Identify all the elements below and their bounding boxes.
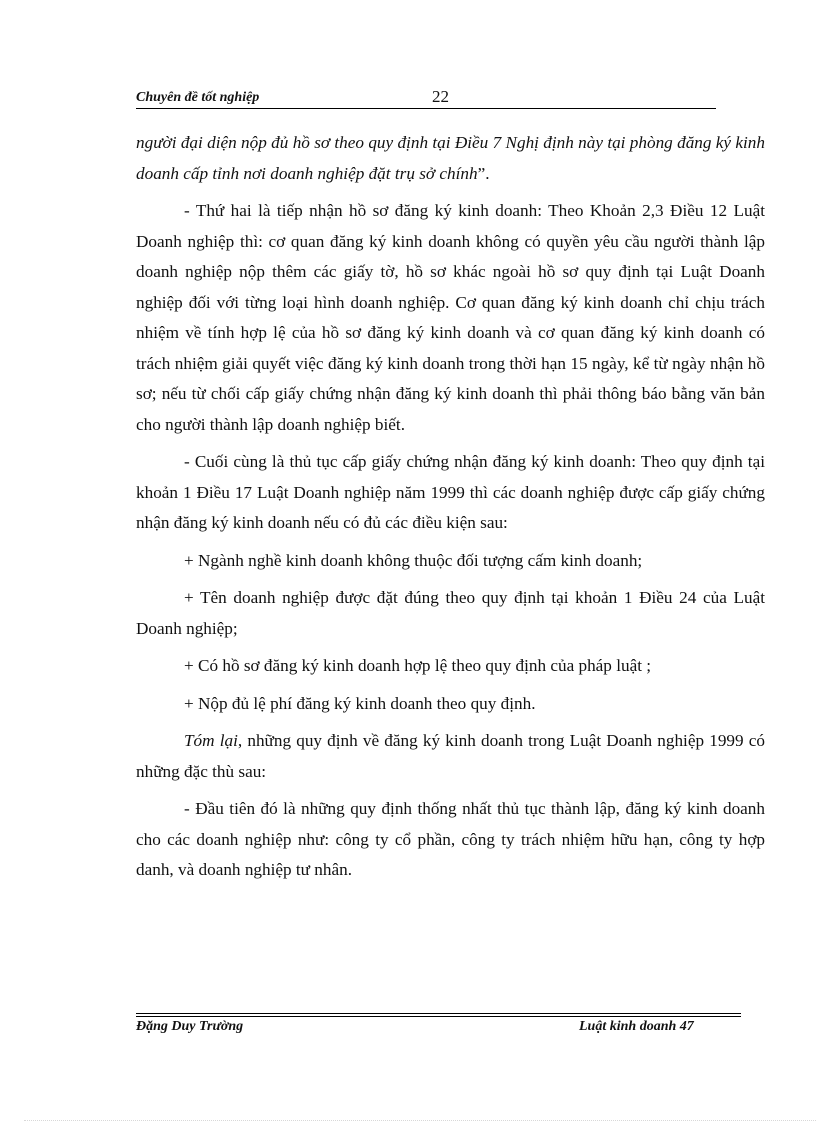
condition-item-1: + Ngành nghề kinh doanh không thuộc đối tượng cấm kinh doanh;	[184, 550, 643, 570]
paragraph-quote-end	[136, 128, 765, 189]
header-title: Chuyên đề tốt nghiệp	[136, 90, 260, 105]
footer-rule	[136, 1013, 741, 1014]
summary-lead: Tóm lại	[184, 731, 238, 750]
paragraph-certificate: - Cuối cùng là thủ tục cấp giấy chứng nhận đăng ký kinh doanh: Theo quy định tại khoản 1 Điều 17 Luật Doanh nghiệp năm 1999 thì các doanh nghiệp được cấp giấy chứng nhận đăng ký kinh doanh nếu có đủ các điều kiện sau:	[136, 452, 765, 532]
footer-class: Luật kinh doanh 47	[579, 1019, 694, 1034]
page-edge	[24, 1120, 816, 1121]
summary-text: , những quy định về đăng ký kinh doanh trong Luật Doanh nghiệp 1999 có những đặc thù sau:	[136, 731, 765, 781]
quote-text: người đại diện nộp đủ hồ sơ theo quy định tại Điều 7 Nghị định này tại phòng đăng ký kinh doanh cấp tỉnh nơi doanh nghiệp đặt trụ sở chính	[136, 133, 765, 183]
paragraph-first-feature: - Đầu tiên đó là những quy định thống nhất thủ tục thành lập, đăng ký kinh doanh cho các doanh nghiệp như: công ty cổ phần, công ty trách nhiệm hữu hạn, công ty hợp danh, và doanh nghiệp tư nhân.	[136, 799, 765, 879]
page-header	[136, 86, 716, 109]
paragraph-receipt: - Thứ hai là tiếp nhận hồ sơ đăng ký kinh doanh: Theo Khoản 2,3 Điều 12 Luật Doanh nghiệp thì: cơ quan đăng ký kinh doanh không có quyền yêu cầu người thành lập doanh nghiệp nộp thêm các giấy tờ, hồ sơ khác ngoài hồ sơ quy định tại Luật Doanh nghiệp đối với từng loại hình doanh nghiệp. Cơ quan đăng ký kinh doanh chỉ chịu trách nhiệm về tính hợp lệ của hồ sơ đăng ký kinh doanh và cơ quan đăng ký kinh doanh có trách nhiệm giải quyết việc đăng ký kinh doanh trong thời hạn 15 ngày, kể từ ngày nhận hồ sơ; nếu từ chối cấp giấy chứng nhận đăng ký kinh doanh thì phải thông báo bằng văn bản cho người thành lập doanh nghiệp biết.	[136, 201, 765, 434]
condition-item-4: + Nộp đủ lệ phí đăng ký kinh doanh theo quy định.	[184, 693, 536, 713]
condition-item-3: + Có hồ sơ đăng ký kinh doanh hợp lệ theo quy định của pháp luật ;	[184, 656, 652, 675]
condition-item-2: + Tên doanh nghiệp được đặt đúng theo quy định tại khoản 1 Điều 24 của Luật Doanh nghiệp;	[136, 588, 765, 638]
paragraph-summary	[136, 726, 765, 787]
footer-rule-double	[136, 1016, 741, 1017]
document-body	[136, 128, 765, 893]
quote-close: ”.	[477, 163, 490, 183]
footer-author: Đặng Duy Trường	[136, 1019, 244, 1034]
page-number: 22	[432, 87, 449, 106]
